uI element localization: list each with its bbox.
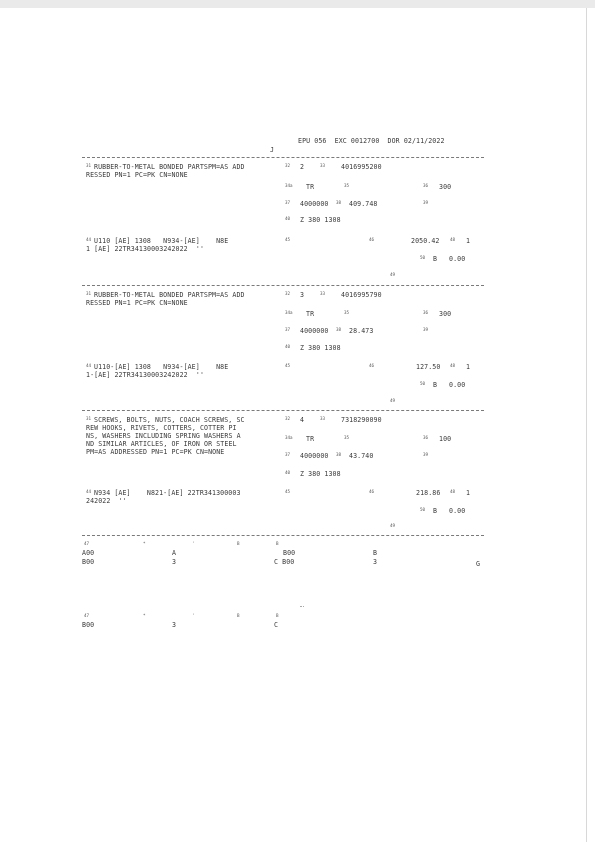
item-3-net-mass: 43.740 [349,452,374,460]
totals-1-row-2-col-5: G [476,560,481,568]
item-3-number: 4 [300,416,305,424]
totals-1-row-2-col-2: 3 [172,558,177,566]
totals-1-row-1-col-2: A [172,549,177,557]
item-2-number: 3 [300,291,305,299]
item-2-units: 1 [466,363,471,371]
item-1-origin: TR [306,183,315,191]
item-1-documents-line-2: 1 [AE] 22TR34130003242022 '' [86,245,205,253]
item-2-net-mass: 28.473 [349,327,374,335]
item-3-description-line-1: SCREWS, BOLTS, NUTS, COACH SCREWS, SC [94,416,245,424]
item-3-quantity: 100 [439,435,452,443]
item-2-origin: TR [306,310,315,318]
item-1-units: 1 [466,237,471,245]
item-2-procedure: 4000000 [300,327,329,335]
totals-2-row-1-col-1: B00 [82,621,95,629]
item-2-documents-line-1: U110-[AE] 1308 N934-[AE] N8E [94,363,229,371]
totals-1-row-1-col-3: B00 [283,549,296,557]
page-header-title: EPU 056 EXC 0012700 DOR 02/11/2022 [298,137,445,145]
item-2-documents-line-2: 1-[AE] 22TR34130003242022 '' [86,371,205,379]
item-1-tax-code: B [433,255,438,263]
item-1-quantity: 300 [439,183,452,191]
customs-declaration-page: EPU 056 EXC 0012700 DOR 02/11/2022 J 31 RUBBER-TO-METAL BONDED PARTSPM=AS ADD RESSED PN=1 PC=PK CN=NONE 32 2 33 4016995200 34a TR 35 36 300 37 4000000 38 409.748 39 40 Z 380 1308 44 U110 [AE] 1308 N934-[AE] N8E 1 [AE] 22TR34130003242022 '' 45 46 2050.42 48 1 50 B 0.00 49 31 RUBBER-TO-METAL BONDED PARTSPM=AS ADD RESSED PN=1 PC=PK CN=NONE 32 3 33 4016995790 34a TR 35 36 300 37 4000000 38 28.473 39 40 Z 380 1308 44 U110-[AE] 1308 N934-[AE] N8E 1-[AE] 22TR34130003242022 '' 45 46 127.50 48 1 50 B 0.00 49 31 SCREWS, BOLTS, NUTS, COACH SCREWS, SC REW HOOKS, RIVETS, COTTERS, COTTER PI NS, WASHERS INCLUDING SPRING WASHERS A ND SIMILAR ARTICLES, OF IRON OR STEEL PM=AS ADDRESSED PN=1 PC=PK CN=NONE 32 4 33 7318290090 34a TR 35 36 100 37 4000000 38 43.740 39 40 Z 380 1308 44 N934 [AE] N821-[AE] 22TR341300003 242022 '' 45 46 218.86 48 1 50 B 0.00 49 47 * ' B B A00 A B00 B B00 3 C B00 3 G 47 * ' B B B00 3 C [0,0,595,842]
item-1-amount: 2050.42 [411,237,440,245]
item-2-tax-value: 0.00 [449,381,466,389]
item-2-amount: 127.50 [416,363,441,371]
item-2-quantity: 300 [439,310,452,318]
item-1-documents-line-1: U110 [AE] 1308 N934-[AE] N8E [94,237,229,245]
header-rule [82,157,484,158]
page-edge [586,8,587,842]
item-3-description-line-2: REW HOOKS, RIVETS, COTTERS, COTTER PI [86,424,237,432]
item-1-number: 2 [300,163,305,171]
item-3-documents-line-2: 242022 '' [86,497,127,505]
item-2-doc-ref: Z 380 1308 [300,344,341,352]
item-3-origin: TR [306,435,315,443]
totals-2-row-1-col-2: 3 [172,621,177,629]
totals-1-row-1-col-1: A00 [82,549,95,557]
item-3-description-line-3: NS, WASHERS INCLUDING SPRING WASHERS A [86,432,241,440]
item-1-description-line-2: RESSED PN=1 PC=PK CN=NONE [86,171,188,179]
item-1-tax-value: 0.00 [449,255,466,263]
totals-1-row-2-col-4: 3 [373,558,378,566]
stray-mark [300,606,304,607]
item-1-rule [82,285,484,286]
totals-1-row-2-col-3: C B00 [274,558,295,566]
item-3-procedure: 4000000 [300,452,329,460]
item-3-tax-code: B [433,507,438,515]
item-3-hs-code: 7318290090 [341,416,382,424]
item-3-amount: 218.86 [416,489,441,497]
item-3-units: 1 [466,489,471,497]
totals-1-row-1-col-4: B [373,549,378,557]
item-1-net-mass: 409.748 [349,200,378,208]
item-1-hs-code: 4016995200 [341,163,382,171]
item-1-description-line-1: RUBBER-TO-METAL BONDED PARTSPM=AS ADD [94,163,245,171]
item-3-documents-line-1: N934 [AE] N821-[AE] 22TR341300003 [94,489,241,497]
item-1-procedure: 4000000 [300,200,329,208]
item-3-description-line-5: PM=AS ADDRESSED PN=1 PC=PK CN=NONE [86,448,225,456]
item-2-hs-code: 4016995790 [341,291,382,299]
item-3-description-line-4: ND SIMILAR ARTICLES, OF IRON OR STEEL [86,440,237,448]
item-3-doc-ref: Z 380 1308 [300,470,341,478]
page-header-mark: J [270,146,275,154]
item-2-description-line-1: RUBBER-TO-METAL BONDED PARTSPM=AS ADD [94,291,245,299]
item-1-doc-ref: Z 380 1308 [300,216,341,224]
item-2-tax-code: B [433,381,438,389]
item-3-tax-value: 0.00 [449,507,466,515]
totals-2-row-1-col-3: C [274,621,279,629]
item-3-rule [82,535,484,536]
viewer-top-bar [0,0,595,8]
totals-1-row-2-col-1: B00 [82,558,95,566]
item-2-description-line-2: RESSED PN=1 PC=PK CN=NONE [86,299,188,307]
item-2-rule [82,410,484,411]
